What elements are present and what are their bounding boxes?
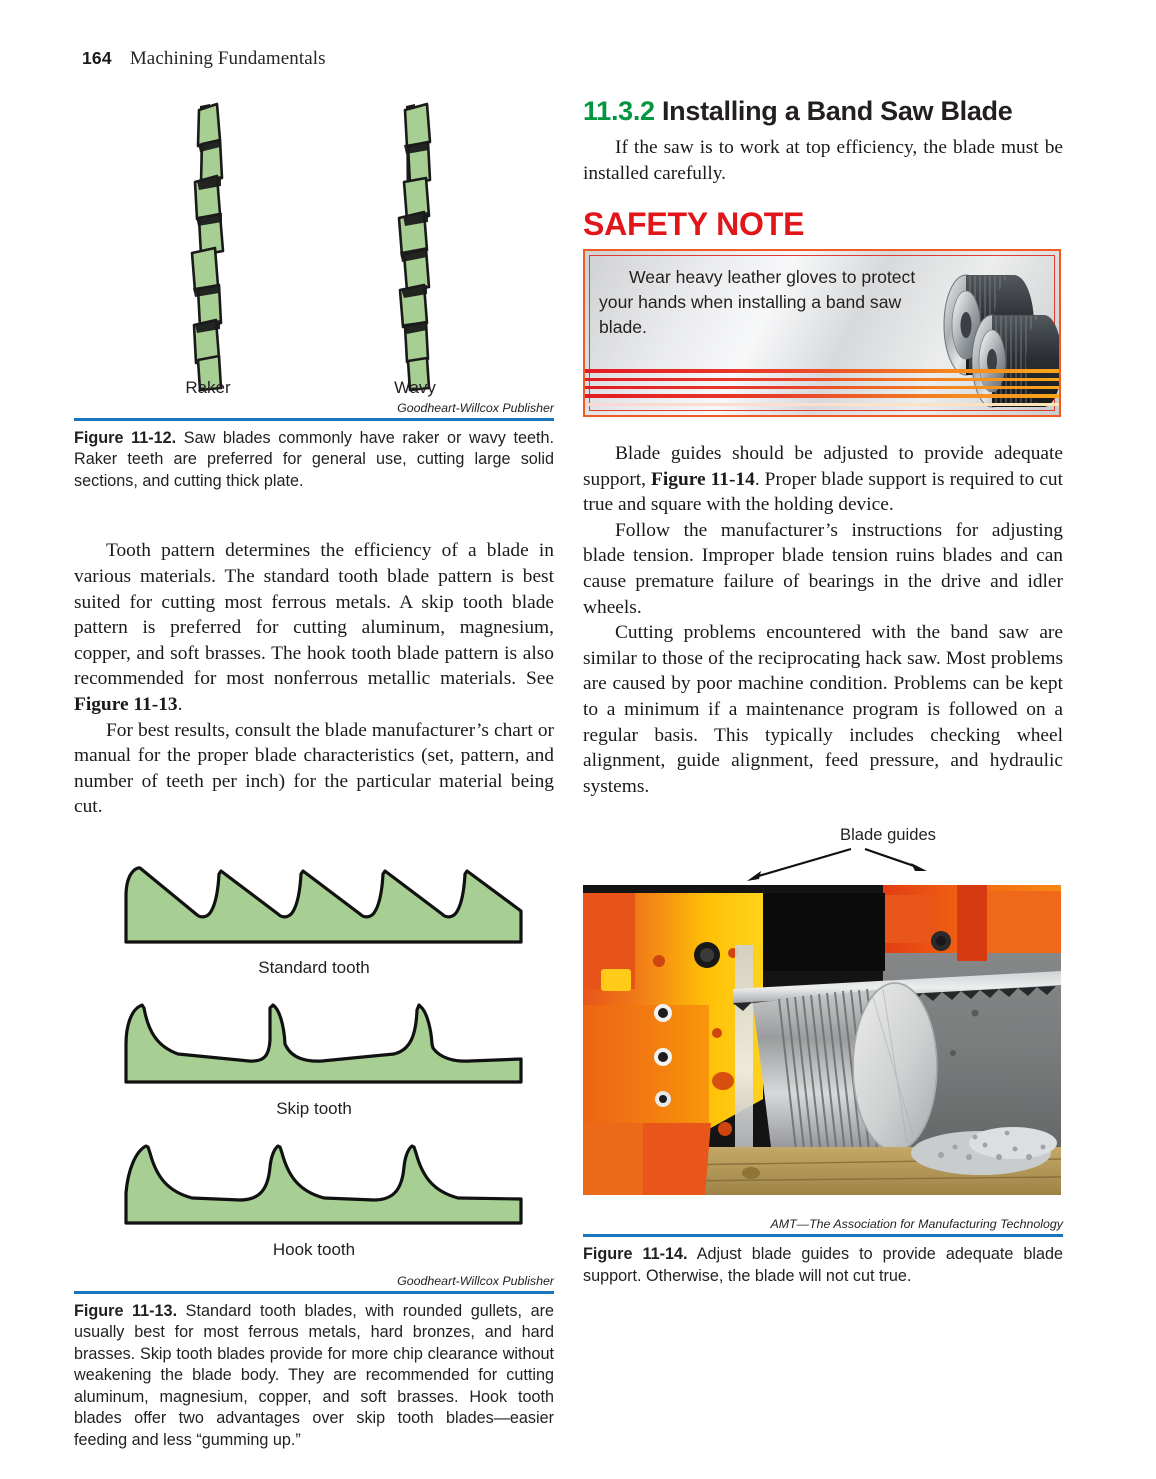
figure-11-14	[583, 825, 1063, 1287]
figure-11-13-caption	[74, 1301, 554, 1452]
figure-11-14-caption-text: Adjust blade guides to provide adequate blade support. Otherwise, the blade will not cut true.	[583, 1244, 1064, 1285]
wavy-label: Wavy	[394, 378, 436, 397]
right-column	[583, 96, 1063, 1287]
stripe-4	[585, 394, 1059, 398]
blade-guides-callout-label: Blade guides	[840, 825, 936, 845]
raker-label: Raker	[185, 378, 231, 397]
right-paragraph-3: Cutting problems encountered with the band saw are similar to those of the reciprocating hack saw. Most problems are caused by poor machine condition. Problems can be kept to a minimum if a maintenance program is followed on a regular basis. This typically includes checking wheel alignment, guide alignment, feed pressure, and hydraulic systems.	[583, 622, 1063, 797]
right-intro-paragraph: If the saw is to work at top efficiency, the blade must be installed carefully.	[583, 137, 1063, 184]
figure-11-14-reference: Figure 11-14	[651, 468, 755, 490]
safety-note-stripes	[585, 367, 1059, 409]
right-paragraph-1-part-a: Blade guides should be adjusted to provide adequate support,	[583, 443, 1063, 490]
left-paragraph-1-part-a: Tooth pattern determines the efficiency of a blade in various materials. The standard tooth blade pattern is best suited for cutting most ferrous metals. A skip tooth blade pattern is preferred for cutting aluminum, magnesium, copper, and soft brasses. The hook tooth blade pattern is also recommended for most nonferrous metallic materials. See	[74, 540, 554, 690]
safety-note-heading: SAFETY NOTE	[583, 206, 805, 243]
stripe-5	[585, 403, 1059, 406]
band-saw-photo-illustration	[583, 885, 1061, 1195]
figure-11-14-photo	[583, 885, 1061, 1195]
wavy-blade-illustration	[399, 104, 430, 390]
figure-11-13-caption-text: Standard tooth blades, with rounded gullets, are usually best for most ferrous metals, hard bronzes, and hard brasses. Skip tooth blades provide for more chip clearance without weakening the blade body. They are recommended for cutting aluminum, magnesium, copper, and soft brasses. Hook tooth blades offer two advantages over skip tooth blades—easier feeding and less “gumming up.”	[74, 1301, 554, 1450]
skip-tooth-row	[74, 992, 554, 1119]
skip-tooth-label: Skip tooth	[276, 1098, 352, 1118]
hook-tooth-row	[74, 1133, 554, 1260]
raker-blade-illustration	[192, 104, 223, 390]
figure-11-14-rule	[583, 1234, 1063, 1237]
figure-11-14-caption	[583, 1244, 1063, 1287]
figure-11-13-credit: Goodheart-Willcox Publisher	[397, 1273, 554, 1288]
right-paragraph-2: Follow the manufacturer’s instructions for adjusting blade tension. Improper blade tension ruins blades and can cause premature failure of bearings in the drive and idler wheels.	[583, 519, 1063, 618]
stripe-2	[585, 378, 1059, 381]
arrow-head-left	[747, 871, 761, 881]
standard-tooth-row	[74, 856, 554, 978]
figure-11-13	[74, 856, 554, 1452]
standard-tooth-profile	[74, 856, 554, 951]
figure-11-13-caption-label: Figure 11-13.	[74, 1301, 178, 1320]
section-heading	[583, 96, 1063, 126]
section-number: 11.3.2	[583, 96, 655, 126]
right-paragraph-1-part-b: . Proper blade support is required to cut true and square with the holding device.	[583, 468, 1063, 516]
page-header	[82, 48, 682, 74]
figure-11-12-caption-text: Saw blades commonly have raker or wavy teeth. Raker teeth are preferred for general use, cutting large solid sections, and cutting thick plate.	[74, 428, 555, 490]
figure-11-12-credit: Goodheart-Willcox Publisher	[397, 401, 554, 415]
hook-tooth-profile	[74, 1133, 554, 1233]
blade-guides-arrows	[583, 847, 1061, 885]
book-title: Machining Fundamentals	[129, 48, 326, 69]
figure-11-12-artwork	[74, 96, 554, 401]
figure-11-14-caption-label: Figure 11-14.	[583, 1244, 688, 1263]
safety-note-text: Wear heavy leather gloves to protect your hands when installing a band saw blade.	[599, 267, 916, 338]
callout-arrows	[583, 847, 1061, 885]
figure-11-12-rule	[74, 418, 554, 421]
section-title: Installing a Band Saw Blade	[654, 96, 1013, 126]
workpiece	[753, 983, 937, 1163]
safety-note-box	[583, 249, 1061, 417]
raker-wavy-blade-diagram	[74, 96, 554, 396]
skip-tooth-profile	[74, 992, 554, 1092]
standard-tooth-label: Standard tooth	[258, 957, 370, 977]
page-number: 164	[82, 48, 112, 68]
figure-11-12-caption	[74, 428, 554, 493]
arrow-head-right	[911, 863, 927, 871]
figure-11-14-credit: AMT—The Association for Manufacturing Technology	[770, 1217, 1063, 1232]
stripe-3	[585, 386, 1059, 389]
right-paragraph-1	[583, 441, 1063, 518]
left-paragraph-1	[74, 538, 554, 717]
figure-11-12	[74, 96, 554, 492]
left-paragraph-2: For best results, consult the blade manufacturer’s chart or manual for the proper blade characteristics (set, pattern, and number of teeth per inch) for the particular material being cut.	[74, 719, 554, 818]
figure-11-13-reference: Figure 11-13	[74, 693, 178, 715]
stripe-1	[585, 369, 1059, 373]
hook-tooth-label: Hook tooth	[272, 1239, 356, 1259]
left-paragraph-1-part-b: .	[177, 693, 183, 715]
figure-11-12-caption-label: Figure 11-12.	[74, 428, 177, 447]
figure-11-13-rule	[74, 1291, 554, 1294]
left-column	[74, 96, 554, 1452]
